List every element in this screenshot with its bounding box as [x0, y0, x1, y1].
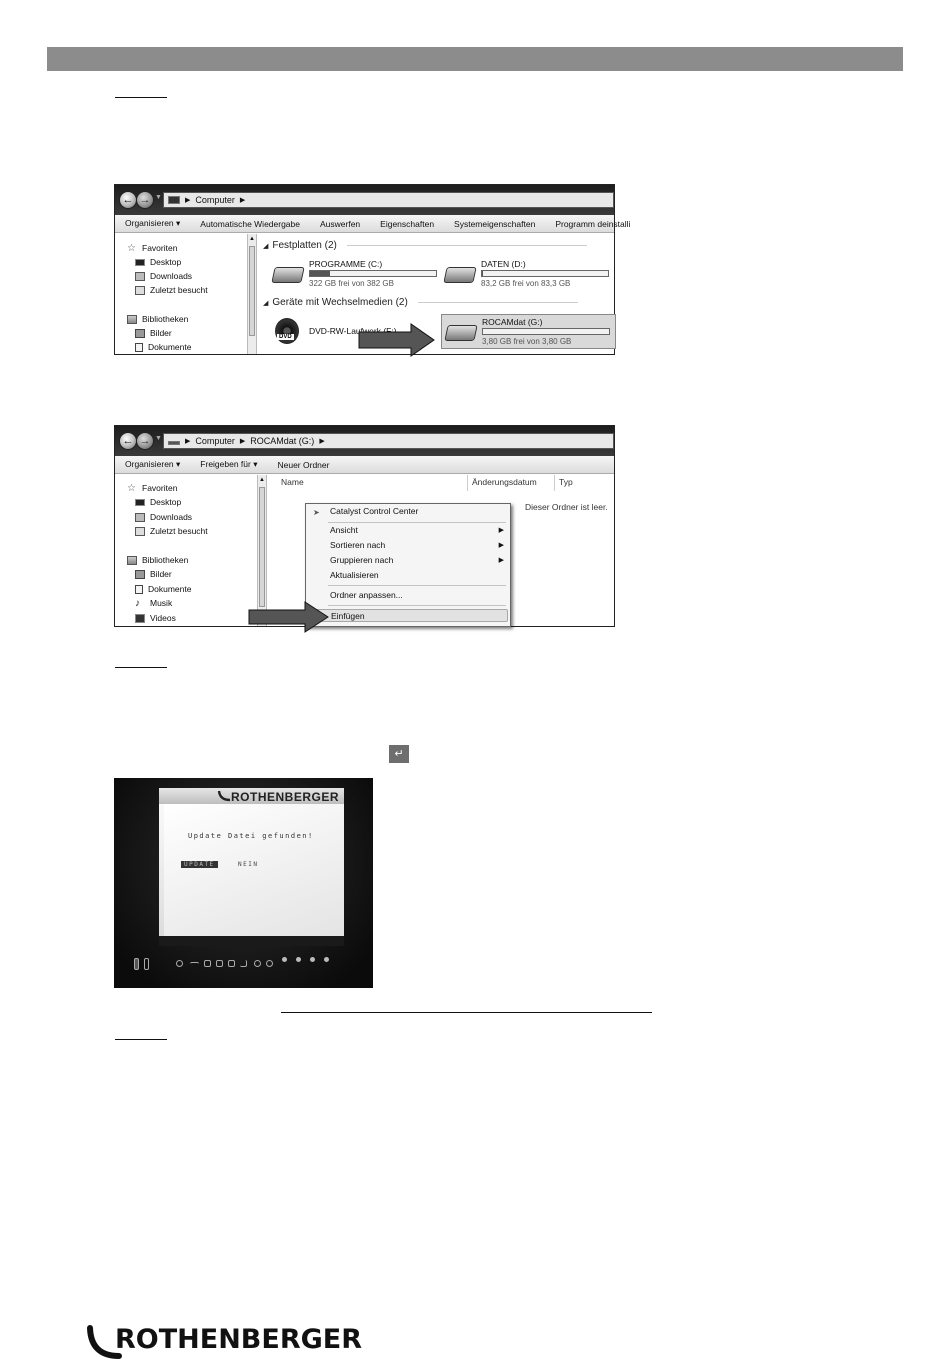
collapse-triangle-icon[interactable]: ◢: [263, 299, 269, 307]
sidebar-item-pictures[interactable]: Bilder: [135, 328, 172, 338]
sidebar-item-videos[interactable]: Videos: [135, 613, 176, 623]
libraries-icon: [127, 315, 137, 324]
recent-places-icon: [135, 286, 145, 295]
submenu-arrow-icon: ▶: [498, 542, 504, 549]
drive-free-space: 3,80 GB frei von 3,80 GB: [482, 337, 572, 346]
video-icon: [135, 614, 145, 623]
menu-item-customize-folder[interactable]: Ordner anpassen...: [330, 590, 403, 600]
navigation-pane: [115, 475, 257, 626]
power-switch-icon[interactable]: [134, 958, 139, 970]
sidebar-item-recent[interactable]: Zuletzt besucht: [135, 526, 208, 536]
address-bar[interactable]: [163, 433, 614, 449]
sidebar-item-downloads[interactable]: Downloads: [135, 512, 192, 522]
drive-name: DATEN (D:): [481, 259, 526, 269]
computer-icon: [168, 196, 180, 204]
drive-name: ROCAMdat (G:): [482, 317, 543, 327]
menu-button-icon[interactable]: [228, 960, 235, 967]
step-underline-3: [115, 1039, 167, 1040]
music-note-icon: ♪: [135, 597, 140, 609]
drive-icon: [168, 441, 180, 445]
new-folder-button[interactable]: Neuer Ordner: [277, 459, 330, 470]
collapse-triangle-icon[interactable]: ◢: [263, 242, 269, 250]
downloads-icon: [135, 272, 145, 281]
title-bar: [115, 185, 614, 215]
explorer-screenshot-rocamdat: [114, 425, 615, 627]
record-button-icon[interactable]: [216, 960, 223, 967]
sidebar-item-desktop[interactable]: Desktop: [135, 497, 181, 507]
device-brand-logo: ROTHENBERGER: [217, 790, 339, 804]
arrow-button-icon[interactable]: [282, 957, 287, 962]
drive-usage-bar: [309, 270, 437, 277]
navigation-scrollbar[interactable]: [247, 234, 257, 354]
history-dropdown-icon[interactable]: ▼: [155, 194, 162, 201]
desktop-icon: [135, 499, 145, 506]
step-underline-1: [115, 97, 167, 98]
submenu-arrow-icon: ▶: [498, 527, 504, 534]
sidebar-item-libraries[interactable]: Bibliotheken: [127, 555, 188, 565]
system-properties-button[interactable]: Systemeigenschaften: [454, 218, 536, 229]
group-divider: [347, 245, 587, 246]
removable-drive-icon: [444, 325, 477, 341]
camera-button-icon[interactable]: [204, 960, 211, 967]
enter-key-icon: ↵: [389, 745, 409, 763]
column-header-modified[interactable]: Änderungsdatum: [472, 477, 537, 487]
content-pane: [257, 234, 614, 354]
zoom-button-icon[interactable]: [254, 960, 261, 967]
display-header: [159, 788, 344, 804]
sidebar-item-music[interactable]: ♪ Musik: [135, 597, 173, 609]
footer-logo: [85, 1322, 363, 1366]
title-bar: [115, 426, 614, 456]
column-divider[interactable]: [554, 475, 555, 491]
column-header-type[interactable]: Typ: [559, 477, 573, 487]
sidebar-item-pictures[interactable]: Bilder: [135, 569, 172, 579]
scrollbar-thumb[interactable]: [259, 487, 265, 607]
context-menu: [305, 503, 511, 627]
column-divider[interactable]: [467, 475, 468, 491]
empty-folder-message: Dieser Ordner ist leer.: [525, 502, 608, 512]
address-bar[interactable]: [163, 192, 614, 208]
breadcrumb-computer[interactable]: Computer: [195, 195, 235, 205]
star-icon: ☆: [127, 242, 136, 254]
pointer-arrow-icon: [249, 602, 329, 632]
recent-places-icon: [135, 527, 145, 536]
sidebar-item-favorites[interactable]: ☆ Favoriten: [127, 242, 178, 254]
explorer-screenshot-computer: [114, 184, 631, 355]
command-bar: [115, 456, 614, 474]
desktop-icon: [135, 259, 145, 266]
drive-g-rocamdat[interactable]: [441, 314, 616, 349]
back-button[interactable]: ←: [119, 432, 137, 450]
forward-button[interactable]: →: [136, 432, 154, 450]
device-screen-photo: [114, 778, 373, 988]
device-button-strip: [124, 954, 364, 976]
downloads-icon: [135, 513, 145, 522]
drive-free-space: 83,2 GB frei von 83,3 GB: [481, 279, 571, 288]
arrow-button-icon[interactable]: [296, 957, 301, 962]
menu-item-sort[interactable]: Sortieren nach ▶: [330, 540, 504, 550]
chevron-right-icon: ▶: [239, 197, 246, 204]
step-underline-2: [115, 667, 167, 668]
organize-button[interactable]: Organisieren ▾: [125, 218, 181, 228]
footer-brand-text: ROTHENBERGER: [115, 1324, 363, 1355]
switch-icon[interactable]: [144, 958, 149, 970]
menu-item-paste[interactable]: Einfügen: [308, 609, 508, 622]
device-bezel: [159, 936, 344, 946]
group-header-removable[interactable]: ◢ Geräte mit Wechselmedien (2): [263, 297, 578, 308]
pictures-icon: [135, 570, 145, 579]
forward-button[interactable]: →: [136, 191, 154, 209]
minus-button-icon[interactable]: [190, 962, 199, 966]
drive-usage-bar: [482, 328, 610, 335]
update-found-message: Update Datei gefunden!: [188, 832, 314, 840]
drive-c[interactable]: [269, 257, 444, 293]
properties-button[interactable]: Eigenschaften: [380, 218, 435, 229]
menu-separator: [328, 605, 506, 606]
display-body: [164, 804, 344, 936]
dvd-icon-label: DVD: [279, 334, 292, 340]
chevron-right-icon: ▶: [185, 197, 191, 204]
no-option[interactable]: NEIN: [238, 861, 259, 868]
scrollbar-thumb[interactable]: [249, 246, 255, 336]
pictures-icon: [135, 329, 145, 338]
uninstall-program-button[interactable]: Programm deinstalli: [555, 218, 631, 229]
menu-separator: [328, 585, 506, 586]
chevron-right-icon: ▶: [239, 438, 246, 445]
light-button-icon[interactable]: [266, 960, 273, 967]
drive-d[interactable]: [441, 257, 616, 293]
menu-item-catalyst[interactable]: Catalyst Control Center: [330, 506, 419, 516]
header-bar: [47, 47, 903, 71]
enter-button-icon[interactable]: [240, 960, 247, 967]
menu-item-view[interactable]: Ansicht ▶: [330, 525, 504, 535]
autoplay-button[interactable]: Automatische Wiedergabe: [200, 218, 300, 229]
sidebar-item-desktop[interactable]: Desktop: [135, 257, 181, 267]
arrow-button-icon[interactable]: [310, 957, 315, 962]
share-with-button[interactable]: Freigeben für ▾: [200, 459, 258, 469]
pointer-arrow-icon: [359, 323, 435, 357]
group-divider: [418, 302, 578, 303]
group-header-hard-disks[interactable]: ◢ Festplatten (2): [263, 240, 587, 251]
scroll-up-icon[interactable]: ▲: [249, 236, 255, 242]
document-icon: [135, 343, 143, 352]
drive-name: DVD-RW-Laufwerk (F:): [309, 326, 397, 336]
power-button-icon[interactable]: [176, 960, 183, 967]
submenu-arrow-icon: ▶: [498, 557, 504, 564]
sidebar-item-recent[interactable]: Zuletzt besucht: [135, 285, 208, 295]
breadcrumb-rocamdat[interactable]: ROCAMdat (G:): [250, 436, 315, 446]
menu-item-refresh[interactable]: Aktualisieren: [330, 570, 379, 580]
update-option[interactable]: UPDATE: [181, 861, 218, 868]
history-dropdown-icon[interactable]: ▼: [155, 435, 162, 442]
menu-item-group[interactable]: Gruppieren nach ▶: [330, 555, 504, 565]
sidebar-item-libraries[interactable]: Bibliotheken: [127, 314, 188, 324]
sidebar-item-downloads[interactable]: Downloads: [135, 271, 192, 281]
fill-in-line: [281, 1012, 652, 1013]
device-display: [159, 788, 344, 936]
chevron-right-icon: ▶: [319, 438, 325, 445]
catalyst-icon: ➤: [313, 508, 320, 517]
sidebar-item-documents[interactable]: Dokumente: [135, 342, 191, 352]
drive-free-space: 322 GB frei von 382 GB: [309, 279, 394, 288]
organize-button[interactable]: Organisieren ▾: [125, 459, 181, 469]
document-icon: [135, 585, 143, 594]
column-header-name[interactable]: Name: [281, 477, 304, 487]
command-bar: [115, 215, 631, 233]
navigation-pane: [115, 234, 247, 354]
hard-drive-icon: [271, 267, 304, 283]
sidebar-item-favorites[interactable]: ☆ Favoriten: [127, 482, 178, 494]
arrow-button-icon[interactable]: [324, 957, 329, 962]
brand-swoosh-icon: [217, 790, 231, 802]
hard-drive-icon: [443, 267, 476, 283]
chevron-right-icon: ▶: [185, 438, 191, 445]
back-button[interactable]: ←: [119, 191, 137, 209]
drive-usage-bar: [481, 270, 609, 277]
eject-button[interactable]: Auswerfen: [320, 218, 361, 229]
dvd-drive-icon: [275, 318, 299, 344]
sidebar-item-documents[interactable]: Dokumente: [135, 584, 191, 594]
star-icon: ☆: [127, 482, 136, 494]
scroll-up-icon[interactable]: ▲: [259, 477, 265, 483]
breadcrumb-computer[interactable]: Computer: [195, 436, 235, 446]
menu-separator: [328, 522, 506, 523]
libraries-icon: [127, 556, 137, 565]
drive-name: PROGRAMME (C:): [309, 259, 383, 269]
